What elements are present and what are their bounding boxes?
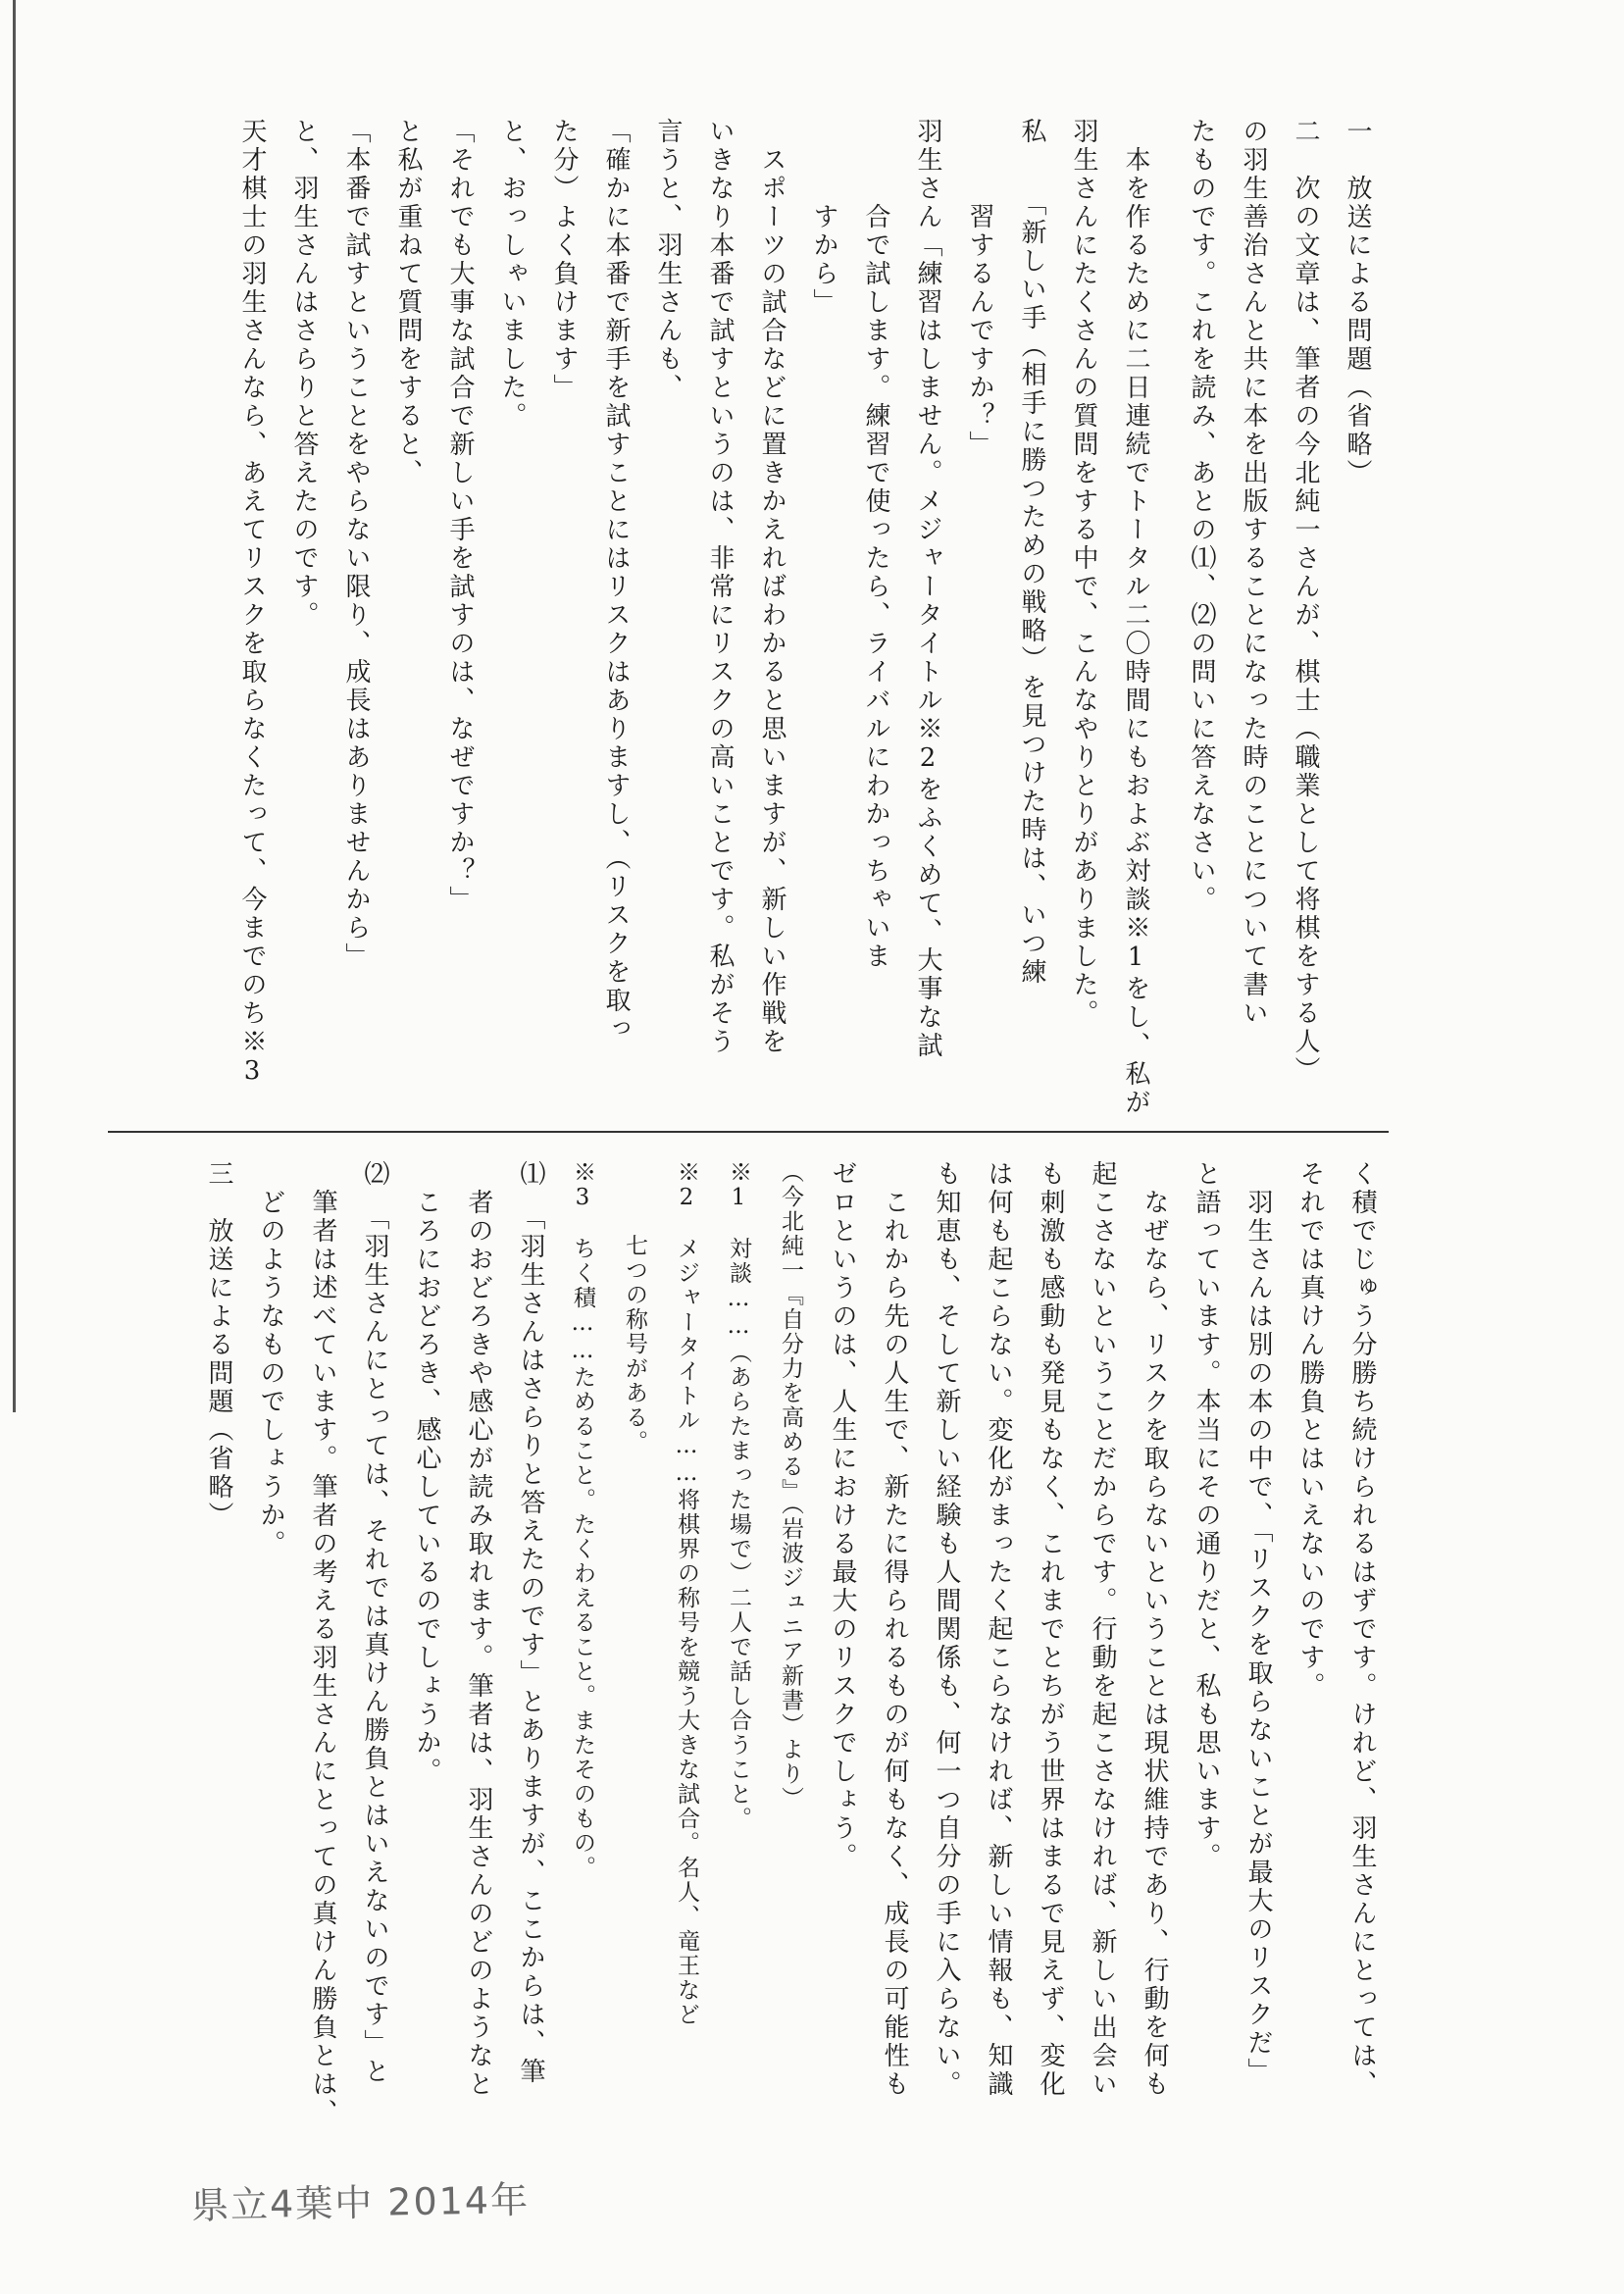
text-column: と私が重ねて質問をすると、 — [393, 118, 423, 487]
text-column: 言うと、羽生さんも、 — [653, 118, 683, 402]
text-column: 私 「新しい手（相手に勝つための戦略）を見つけた時は、いつ練 — [1017, 118, 1046, 987]
question-2: ⑵ 「羽生さんにとっては、それでは真けん勝負とはいえないのです」と — [360, 1160, 389, 2086]
top-section — [118, 118, 1383, 1117]
text-column: 羽生さんは別の本の中で、「リスクを取らないことが最大のリスクだ」 — [1243, 1160, 1273, 2086]
question-1-cont: ころにおどろき、感心しているのでしょうか。 — [412, 1160, 441, 1786]
text-column: 「確かに本番で新手を試すことにはリスクはありますし、（リスクを取っ — [601, 118, 631, 1044]
text-column: 「本番で試すということをやらない限り、成長はありませんから」 — [341, 118, 371, 971]
question-2-cont: どのようなものでしょうか。 — [256, 1160, 285, 1558]
text-column: それでは真けん勝負とはいえないのです。 — [1295, 1160, 1325, 1701]
text-column: スポーツの試合などに置きかえればわかると思いますが、新しい作戦を — [757, 118, 787, 1056]
text-column: 二 次の文章は、筆者の今北純一さんが、棋士（職業として将棋をする人） — [1291, 118, 1320, 1085]
section-divider — [108, 1131, 1389, 1133]
text-column: 合で試します。練習で使ったら、ライバルにわかっちゃいま — [861, 118, 890, 971]
text-column: 天才棋士の羽生さんなら、あえてリスクを取らなくたって、今までのち※3 — [237, 118, 267, 1089]
text-column: く積でじゅう分勝ち続けられるはずです。けれど、羽生さんにとっては、 — [1347, 1160, 1377, 2099]
text-column: も刺激も感動も発見もなく、これまでとちがう世界はまるで見えず、変化 — [1036, 1160, 1065, 2099]
section-3-heading: 三 放送による問題（省略） — [204, 1160, 233, 1530]
text-column: 「それでも大事な試合で新しい手を試すのは、なぜですか？」 — [445, 118, 475, 914]
footnote-2: ※2 メジャータイトル……将棋界の称号を競う大きな試合。名人、竜王など — [674, 1160, 699, 2027]
text-column: と語っています。本当にその通りだと、私も思います。 — [1192, 1160, 1221, 1871]
question-1-cont: 者のおどろきや感心が読み取れます。筆者は、羽生さんのどのようなと — [464, 1160, 493, 2099]
text-column: た分）よく負けます」 — [549, 118, 579, 402]
text-column: も知恵も、そして新しい経験も人間関係も、何一つ自分の手に入らない。 — [932, 1160, 961, 2099]
text-column: と、羽生さんはさらりと答えたのです。 — [289, 118, 319, 630]
text-column: なぜなら、リスクを取らないということは現状維持であり、行動を何も — [1140, 1160, 1169, 2099]
footnote-1: ※1 対談……（あらたまった場で）二人で話し合うこと。 — [726, 1160, 751, 1831]
footnote-2-cont: 七つの称号がある。 — [622, 1160, 647, 1454]
text-column: は何も起こらない。変化がまったく起こらなければ、新しい情報も、知識 — [984, 1160, 1013, 2099]
text-column: 羽生さんにたくさんの質問をする中で、こんなやりとりがありました。 — [1069, 118, 1098, 1028]
text-column: 一 放送による問題（省略） — [1343, 118, 1372, 487]
page-edge-line — [0, 0, 16, 1412]
question-2-cont: 筆者は述べています。筆者の考える羽生さんにとっての真けん勝負とは、 — [308, 1160, 337, 2127]
handwritten-note: 県立4葉中 2014年 — [190, 2177, 531, 2228]
citation: （今北純一『自分力を高める』（岩波ジュニア新書）より） — [778, 1160, 803, 1811]
text-column: の羽生善治さんと共に本を出版することになった時のことについて書い — [1239, 118, 1268, 1028]
text-column: 起こさないということだからです。行動を起こさなければ、新しい出会い — [1088, 1160, 1117, 2099]
text-column: 本を作るために二日連続でトータル二〇時間にもおよぶ対談※1をし、私が — [1121, 118, 1150, 1117]
text-column: 習するんですか？」 — [965, 118, 994, 459]
text-column: 羽生さん「練習はしません。メジャータイトル※2をふくめて、大事な試 — [913, 118, 942, 1060]
footnote-3: ※3 ちく積……ためること。たくわえること。またそのもの。 — [570, 1160, 595, 1880]
text-column: いきなり本番で試すというのは、非常にリスクの高いことです。私がそう — [705, 118, 735, 1056]
bottom-section — [204, 1160, 1388, 2127]
text-column: たものです。これを読み、あとの⑴、⑵の問いに答えなさい。 — [1187, 118, 1216, 914]
text-column: と、おっしゃいました。 — [497, 118, 527, 431]
text-column: これから先の人生で、新たに得られるものが何もなく、成長の可能性も — [880, 1160, 909, 2099]
text-column: ゼロというのは、人生における最大のリスクでしょう。 — [828, 1160, 857, 1871]
question-1: ⑴ 「羽生さんはさらりと答えたのです」とありますが、ここからは、筆 — [516, 1160, 545, 2086]
text-column: すから」 — [809, 118, 838, 317]
